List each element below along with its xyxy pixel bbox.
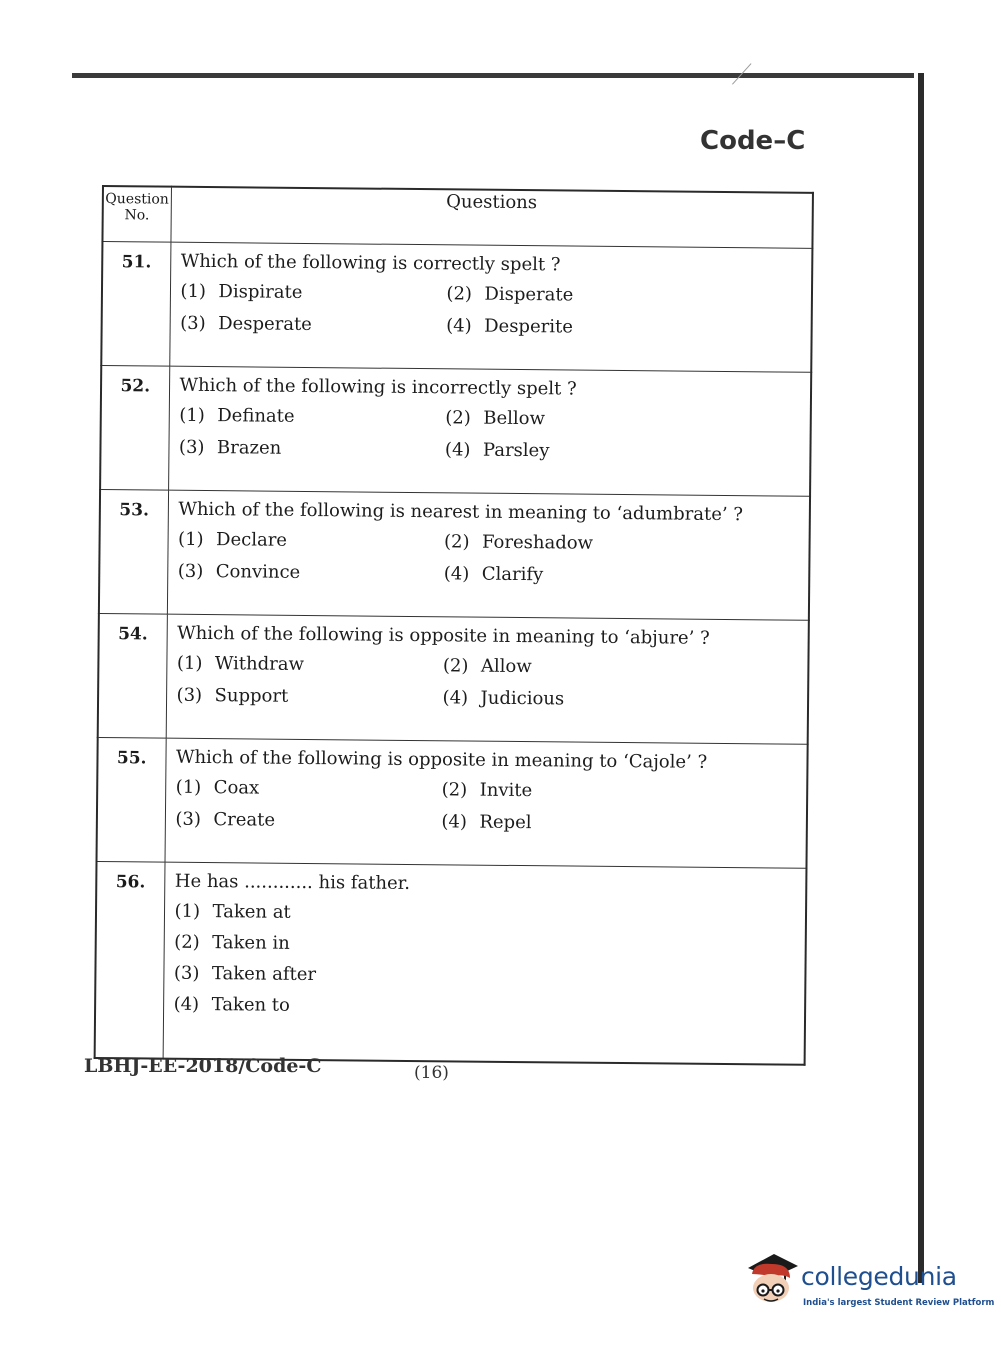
options-list (174, 901, 796, 1021)
mascot-graduation-cap-icon (744, 1250, 800, 1310)
option-2: (2) Bellow (445, 407, 546, 430)
option-3: (3) Create (175, 808, 276, 831)
option-1: (1) Withdraw (176, 652, 305, 675)
question-cell (167, 490, 810, 620)
option-2: (2) Disperate (446, 283, 574, 306)
question-number: 56. (95, 861, 165, 1058)
options-grid (180, 281, 801, 340)
option-1: (1) Definate (179, 404, 295, 427)
question-number: 53. (99, 489, 168, 614)
question-text: Which of the following is correctly spelt ? (180, 250, 561, 276)
option-2: (2) Taken in (174, 931, 290, 954)
option-3: (3) Convince (177, 560, 301, 583)
column-header-questions: Questions (170, 187, 813, 249)
options-grid (178, 529, 799, 588)
option-3: (3) Brazen (178, 436, 282, 459)
question-cell (169, 242, 812, 372)
question-row-53 (99, 489, 810, 620)
question-text: Which of the following is opposite in meaning to ‘Cajole’ ? (175, 746, 708, 773)
question-row-52 (100, 366, 811, 497)
option-4: (4) Desperite (446, 315, 574, 338)
question-number: 54. (98, 613, 167, 738)
option-2: (2) Allow (442, 655, 532, 678)
footer-exam-code: LBHJ-EE-2018/Code-C (84, 1055, 322, 1077)
option-2: (2) Foreshadow (443, 531, 594, 554)
question-row-56 (95, 861, 807, 1064)
option-1: (1) Taken at (174, 900, 291, 923)
question-text: He has ............ his father. (174, 870, 411, 894)
option-4: (4) Judicious (442, 687, 565, 710)
option-3: (3) Desperate (180, 312, 312, 336)
table-header-row (102, 186, 813, 248)
question-table-wrapper (94, 185, 814, 1075)
question-text: Which of the following is nearest in meaning to ‘adumbrate’ ? (178, 498, 744, 526)
scan-edge (914, 73, 928, 1283)
logo-tagline: India's largest Student Review Platform (803, 1298, 995, 1308)
question-cell (166, 614, 809, 744)
question-number: 52. (100, 366, 169, 491)
option-3: (3) Taken after (173, 962, 317, 986)
question-number: 51. (101, 242, 170, 367)
option-3: (3) Support (176, 684, 289, 707)
options-grid (177, 653, 798, 712)
question-table (94, 185, 814, 1065)
options-grid (175, 777, 796, 836)
option-4: (4) Repel (441, 811, 532, 834)
option-4: (4) Clarify (443, 563, 544, 586)
collegedunia-logo (744, 1250, 995, 1316)
option-4: (4) Parsley (444, 439, 550, 462)
question-cell (163, 862, 807, 1064)
question-row-55 (97, 737, 808, 868)
question-text: Which of the following is incorrectly spelt ? (179, 374, 577, 400)
option-2: (2) Invite (441, 779, 533, 802)
logo-wordmark: collegedunia (801, 1262, 957, 1291)
question-text: Which of the following is opposite in meaning to ‘abjure’ ? (177, 622, 710, 649)
option-4: (4) Taken to (173, 993, 291, 1016)
option-1: (1) Declare (178, 528, 288, 551)
options-grid (179, 405, 800, 464)
question-number: 55. (97, 737, 166, 862)
question-row-51 (101, 242, 812, 373)
column-header-question-no: Question No. (102, 186, 171, 242)
top-rule (72, 73, 927, 78)
question-cell (168, 366, 811, 496)
option-1: (1) Coax (175, 776, 260, 799)
question-cell (165, 738, 808, 868)
code-label: Code–C (700, 126, 806, 156)
question-row-54 (98, 613, 809, 744)
option-1: (1) Dispirate (180, 280, 303, 303)
page-number: (16) (414, 1063, 449, 1083)
